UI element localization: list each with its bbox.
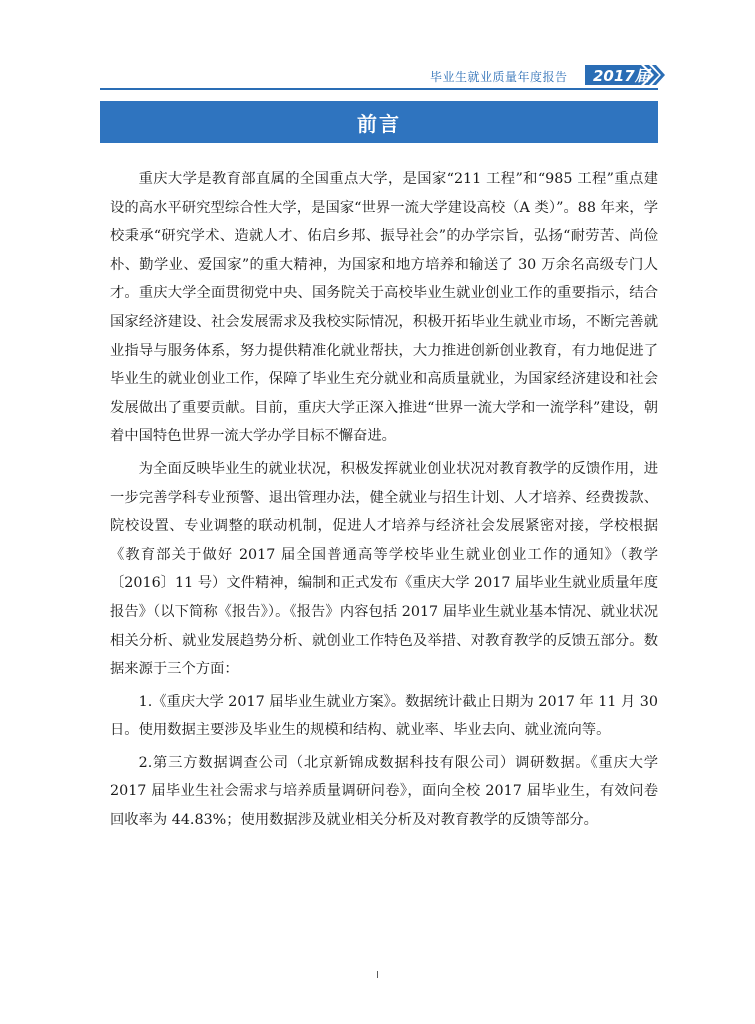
paragraph-purpose: 为全面反映毕业生的就业状况，积极发挥就业创业状况对教育教学的反馈作用，进一步完善学科专业预警、退出管理办法，健全就业与招生计划、人才培养、经费拨款、院校设置、专业调整的联动机制，促进人才培养与经济社会发展紧密对接，学校根据《教育部关于做好 2017 届全国普通高等学校毕业生就业创业工作的通知》（教学〔2016〕11 号）文件精神，编制和正式发布《重庆大学 2017 届毕业生就业质量年度报告》（以下简称《报告》）。《报告》内容包括 2017 届毕业生就业基本情况、就业状况相关分析、就业发展趋势分析、就创业工作特色及举措、对教育教学的反馈五部分。数据来源于三个方面： [110,460,658,678]
section-title: 前言 [357,111,401,136]
paragraph-intro: 重庆大学是教育部直属的全国重点大学，是国家“211 工程”和“985 工程”重点建设的高水平研究型综合性大学，是国家“世界一流大学建设高校（A 类）”。88 年来，学校秉承“研究学术、造就人才、佑启乡邦、振导社会”的办学宗旨，弘扬“耐劳苦、尚俭朴、勤学业、爱国家”的重大精神，为国家和地方培养和输送了 30 万余名高级专门人才。重庆大学全面贯彻党中央、国务院关于高校毕业生就业创业工作的重要指示，结合国家经济建设、社会发展需求及我校实际情况，积极开拓毕业生就业市场，不断完善就业指导与服务体系，努力提供精准化就业帮扶，大力推进创新创业教育，有力地促进了毕业生的就业创业工作，保障了毕业生充分就业和高质量就业，为国家经济建设和社会发展做出了重要贡献。目前，重庆大学正深入推进“世界一流大学和一流学科”建设，朝着中国特色世界一流大学办学目标不懈奋进。 [110,171,658,445]
section-title-bar [100,101,658,143]
preface-body [110,165,658,839]
page-number: I [376,970,379,981]
header-divider [100,88,658,90]
report-header-title: 毕业生就业质量年度报告 [430,70,568,84]
paragraph-source-1: 1.《重庆大学 2017 届毕业生就业方案》。数据统计截止日期为 2017 年 11 月 30 日。使用数据主要涉及毕业生的规模和结构、就业率、毕业去向、就业流向等。 [110,693,658,739]
paragraph-source-2: 2.第三方数据调查公司（北京新锦成数据科技有限公司）调研数据。《重庆大学 2017 届毕业生社会需求与培养质量调研问卷》，面向全校 2017 届毕业生，有效问卷回收率为 44.83%；使用数据涉及就业相关分析及对教育教学的反馈等部分。 [110,754,658,829]
year-label: 2017届 [593,67,650,85]
year-badge [585,63,665,87]
